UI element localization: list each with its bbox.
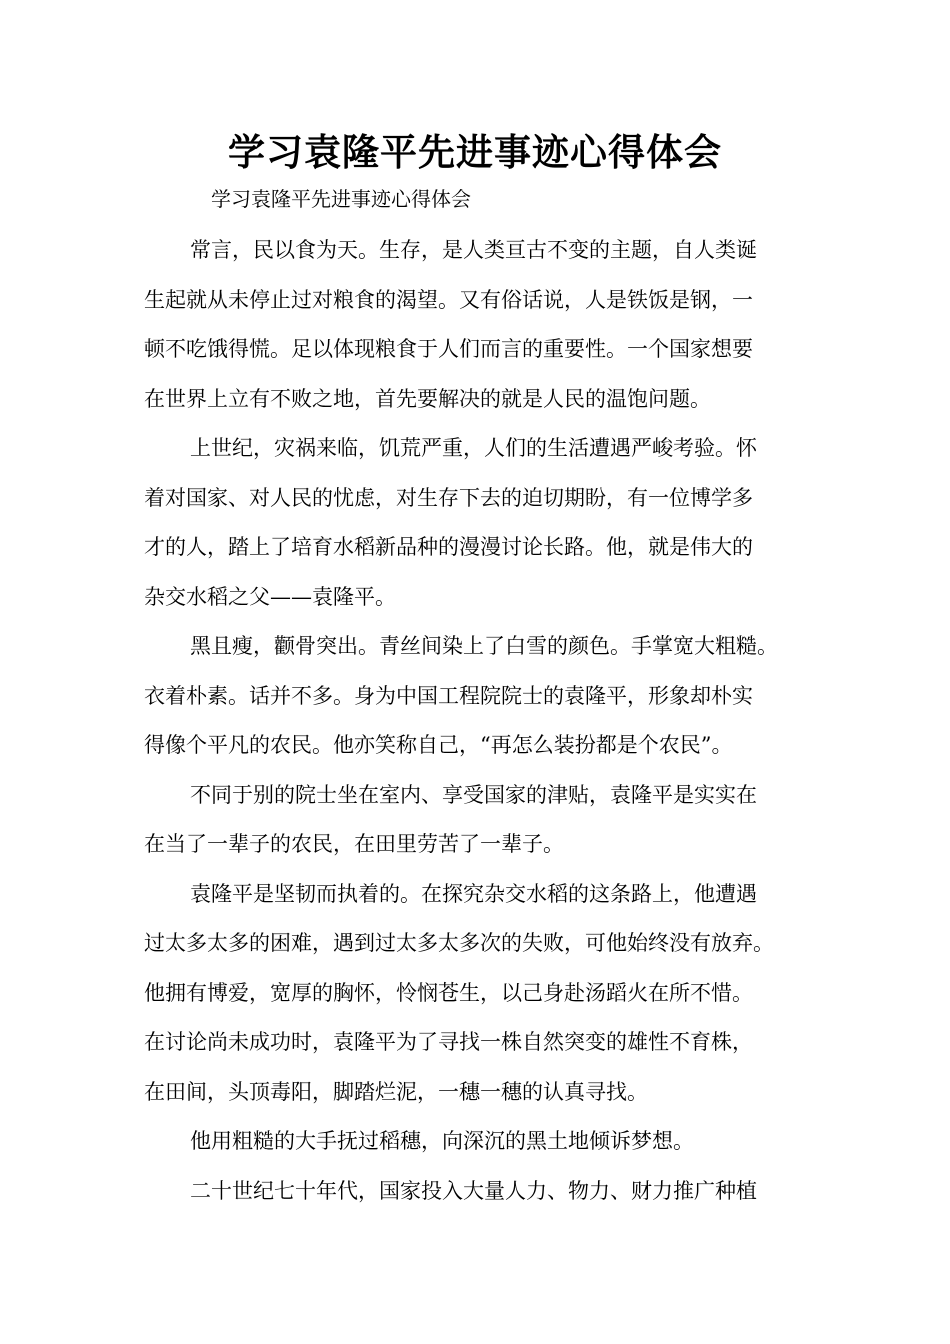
body-line: 过太多太多的困难，遇到过太多太多次的失败，可他始终没有放弃。	[144, 931, 774, 955]
body-line: 二十世纪七十年代，国家投入大量人力、物力、财力推广种植	[190, 1178, 757, 1203]
body-line: 在田间，头顶毒阳，脚踏烂泥，一穗一穗的认真寻找。	[144, 1079, 648, 1104]
body-line: 衣着朴素。话并不多。身为中国工程院院士的袁隆平，形象却朴实	[144, 683, 753, 708]
document-title: 学习袁隆平先进事迹心得体会	[228, 131, 722, 174]
body-line: 常言，民以食为天。生存，是人类亘古不变的主题，自人类诞	[190, 238, 757, 262]
body-line: 在讨论尚未成功时，袁隆平为了寻找一株自然突变的雄性不育株，	[144, 1030, 753, 1054]
body-line: 在世界上立有不败之地，首先要解决的就是人民的温饱问题。	[144, 386, 711, 411]
body-line: 他用粗糙的大手抚过稻穗，向深沉的黑土地倾诉梦想。	[190, 1129, 694, 1153]
body-line: 黑且瘦，颧骨突出。青丝间染上了白雪的颜色。手掌宽大粗糙。	[190, 634, 778, 658]
body-line: 在当了一辈子的农民，在田里劳苦了一辈子。	[144, 832, 564, 856]
body-line: 着对国家、对人民的忧虑，对生存下去的迫切期盼，有一位博学多	[144, 485, 753, 510]
body-line: 才的人，踏上了培育水稻新品种的漫漫讨论长路。他，就是伟大的	[144, 535, 753, 559]
body-line: 生起就从未停止过对粮食的渴望。又有俗话说，人是铁饭是钢，一	[144, 287, 753, 312]
body-line: 杂交水稻之父——袁隆平。	[144, 584, 396, 609]
body-line: 得像个平凡的农民。他亦笑称自己，“再怎么装扮都是个农民”。	[144, 733, 733, 757]
document-subtitle: 学习袁隆平先进事迹心得体会	[211, 187, 471, 211]
document-body	[144, 230, 834, 1220]
body-line: 不同于别的院士坐在室内、享受国家的津贴，袁隆平是实实在	[190, 782, 757, 807]
body-line: 袁隆平是坚韧而执着的。在探究杂交水稻的这条路上，他遭遇	[190, 881, 757, 906]
body-line: 上世纪，灾祸来临，饥荒严重，人们的生活遭遇严峻考验。怀	[190, 436, 757, 460]
body-line: 顿不吃饿得慌。足以体现粮食于人们而言的重要性。一个国家想要	[144, 337, 753, 361]
body-line: 他拥有博爱，宽厚的胸怀，怜悯苍生，以己身赴汤蹈火在所不惜。	[144, 980, 753, 1005]
